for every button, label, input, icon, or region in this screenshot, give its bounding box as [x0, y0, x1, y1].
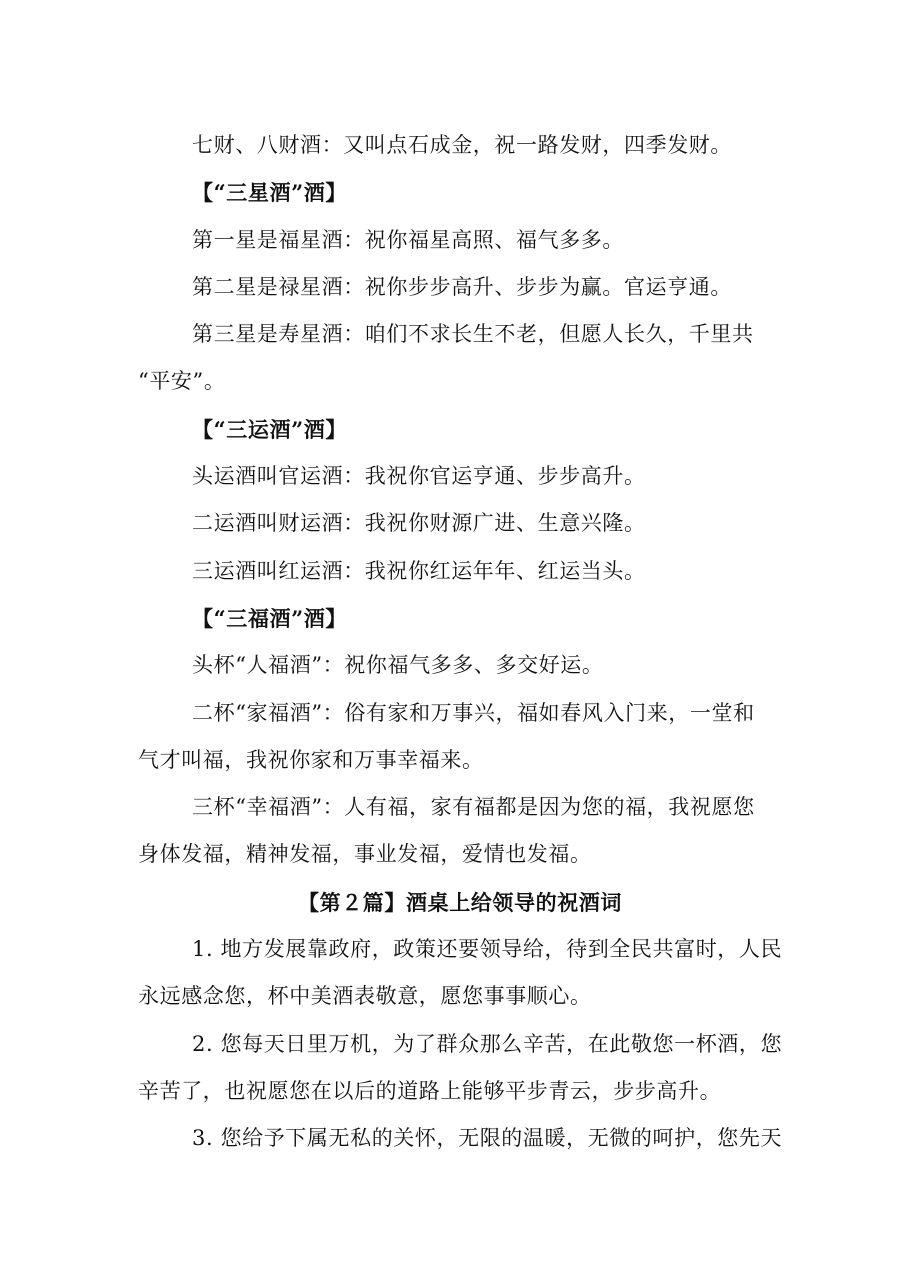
text-line: 第一星是福星酒：祝你福星高照、福气多多。: [192, 227, 624, 252]
text-line: 1. 地方发展靠政府，政策还要领导给，待到全民共富时，人民: [192, 937, 783, 962]
text-line: 三运酒叫红运酒：我祝你红运年年、红运当头。: [192, 558, 646, 583]
text-line: 二杯“家福酒”：俗有家和万事兴，福如春风入门来，一堂和: [192, 700, 755, 725]
text-line: 【“三福酒”酒】: [192, 605, 347, 631]
section-heading-sanfu: [138, 595, 774, 642]
paragraph-jiafu: [138, 690, 774, 785]
text-line: 【“三星酒”酒】: [192, 180, 347, 206]
paragraph-fuxing: [138, 217, 774, 264]
paragraph-caiyun: [138, 500, 774, 547]
text-line: 第二星是禄星酒：祝你步步高升、步步为赢。官运亨通。: [192, 274, 732, 299]
paragraph-renfu: [138, 642, 774, 689]
text-line: 3. 您给予下属无私的关怀，无限的温暖，无微的呵护，您先天: [192, 1126, 783, 1151]
text-line: 2. 您每天日里万机，为了群众那么辛苦，在此敬您一杯酒，您: [192, 1031, 783, 1056]
text-line: 第三星是寿星酒：咱们不求长生不老，但愿人长久，千里共: [192, 322, 754, 347]
text-line: 七财、八财酒：又叫点石成金，祝一路发财，四季发财。: [192, 133, 732, 157]
paragraph-item-3: [138, 1115, 783, 1162]
text-line-continued: 身体发福，精神发福，事业发福，爱情也发福。: [138, 842, 592, 867]
chapter-heading: 【第２篇】酒桌上给领导的祝酒词: [298, 889, 622, 915]
text-line: 二运酒叫财运酒：我祝你财源广进、生意兴隆。: [192, 511, 646, 536]
text-line: 【“三运酒”酒】: [192, 416, 347, 442]
section-heading-sanxing: [138, 169, 774, 216]
paragraph-item-1: [138, 926, 783, 1021]
paragraph-item-2: [138, 1021, 783, 1116]
text-line: 头运酒叫官运酒：我祝你官运亨通、步步高升。: [192, 464, 646, 489]
paragraph-guanyun: [138, 453, 774, 500]
paragraph-luxing: [138, 264, 774, 311]
document-body: [138, 122, 783, 1163]
text-line-continued: 永远感念您，杯中美酒表敬意，愿您事事顺心。: [138, 984, 592, 1009]
text-line: 头杯“人福酒”：祝你福气多多、多交好运。: [192, 653, 604, 678]
paragraph-shouxing: [138, 311, 774, 406]
paragraph-hongyun: [138, 548, 774, 595]
text-line-continued: 辛苦了，也祝愿您在以后的道路上能够平步青云，步步高升。: [138, 1078, 722, 1103]
section-heading-sanyun: [138, 406, 774, 453]
text-line-continued: 气才叫福，我祝你家和万事幸福来。: [138, 747, 484, 772]
paragraph-xingfu: [138, 784, 774, 879]
text-line: 三杯“幸福酒”：人有福，家有福都是因为您的福，我祝愿您: [192, 795, 755, 820]
paragraph-qicai-bacai: [138, 122, 774, 169]
text-line-continued: “平安”。: [138, 369, 226, 394]
